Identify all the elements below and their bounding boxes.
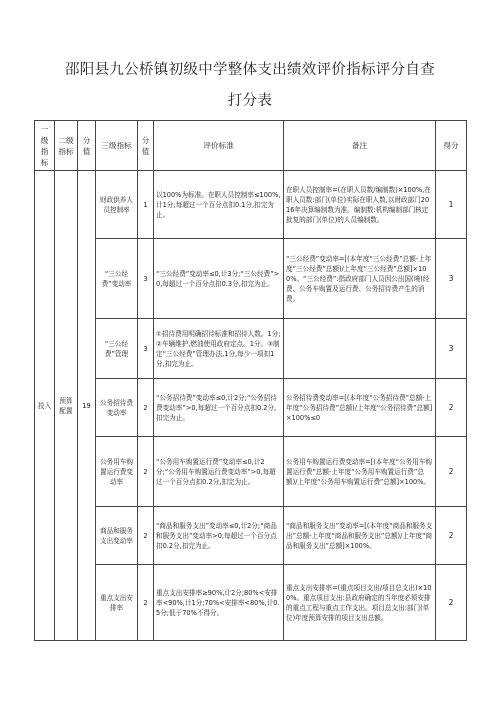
indicator-score-cell: 3	[138, 319, 154, 379]
indicator-cell: 商品和服务支出变动率	[96, 507, 138, 565]
result-cell: 2	[436, 507, 467, 565]
notes-cell: 在职人员控制率=(在职人员数/编制数)×100%,在职人员数:部门(单位)实际在职人数,以财政部门2016年决算编制数为准。编制数:机构编制部门核定批复的部门(单位)的人员编制数。	[284, 171, 436, 239]
result-cell: 1	[436, 171, 467, 239]
notes-cell: “三公经费”变动率=[(本年度“三公经费”总额-上年度“三公经费”总额)/上年度“三公经费”总额]×100%。“三公经费”:指政府部门人员因公出国(境)经费、公务车购置及运行费、公务招待费产生的消费。	[284, 239, 436, 319]
table-row	[35, 565, 467, 641]
indicator-score-cell: 2	[138, 437, 154, 507]
notes-cell: 公务用车购置运行费变动率=[(本年度“公务用车购置运行费”总额-上年度“公务用车购置运行费”总额)/上年度“公务用车购置运行费”总额]×100%。	[284, 437, 436, 507]
indicator-cell: 公务用车购置运行费变动率	[96, 437, 138, 507]
header-row	[35, 121, 467, 171]
header-level1: 一级指标	[35, 121, 55, 171]
level2-score-cell: 19	[78, 171, 96, 641]
header-score1: 分值	[78, 121, 96, 171]
header-criteria: 评价标准	[154, 121, 284, 171]
result-cell: 2	[436, 379, 467, 437]
indicator-score-cell: 2	[138, 565, 154, 641]
criteria-cell: “商品和服务支出”变动率≤0,计2分;“商品和服务支出”变动率>0,每超过一个百分点扣0.2分,扣完为止。	[154, 507, 284, 565]
table-row	[35, 171, 467, 239]
indicator-score-cell: 2	[138, 507, 154, 565]
result-cell: 2	[436, 565, 467, 641]
indicator-cell: 财政供养人员控制率	[96, 171, 138, 239]
indicator-score-cell: 2	[138, 379, 154, 437]
criteria-cell: “公务用车购置运行费”变动率≤0,计2分;“公务用车购置运行费变动率”>0,每超过一个百分点扣0.2分,扣完为止。	[154, 437, 284, 507]
table-row	[35, 379, 467, 437]
page-subtitle: 打分表	[227, 93, 273, 109]
table-row	[35, 319, 467, 379]
notes-cell: 重点支出安排率=(重点项目支出/项目总支出)×100%。重点项目支出:县政府确定的当年度必须安排的重点工程与重点工作支出。项目总支出:部门(单位)年度预算安排的项目支出总额。	[284, 565, 436, 641]
indicator-cell: “三公经费”变动率	[96, 239, 138, 319]
notes-cell: 公务招待费变动率=[(本年度“公务招待费”总额-上年度“公务招待费”总额)/上年度“公务招待费”总额]×100%≤0	[284, 379, 436, 437]
criteria-cell: “公务招待费”变动率≤0,计2分;“公务招待费变动率”>0,每超过一个百分点扣0.2分,扣完为止。	[154, 379, 284, 437]
table-row	[35, 507, 467, 565]
table-row	[35, 239, 467, 319]
result-cell: 3	[436, 239, 467, 319]
criteria-cell: “三公经费”变动率≤0,计3分;“三公经费”>0,每超过一个百分点扣0.3分,扣完为止。	[154, 239, 284, 319]
notes-cell: “商品和服务支出”变动率=[(本年度“商品和服务支出”总额-上年度“商品和服务支出”总额)/上年度“商品和服务支出”总额]×100%。	[284, 507, 436, 565]
score-table	[34, 120, 467, 641]
indicator-score-cell: 3	[138, 239, 154, 319]
header-level3: 三级指标	[96, 121, 138, 171]
header-result: 得分	[436, 121, 467, 171]
result-cell: 3	[436, 319, 467, 379]
header-notes: 备注	[284, 121, 436, 171]
page-title: 邵阳县九公桥镇初级中学整体支出绩效评价指标评分自查	[65, 62, 435, 78]
result-cell: 2	[436, 437, 467, 507]
notes-cell	[284, 319, 436, 379]
criteria-cell: 以100%为标准。在职人员控制率≤100%,计1分;每超过一个百分点扣0.1分,扣完为止。	[154, 171, 284, 239]
header-score2: 分值	[138, 121, 154, 171]
criteria-cell: ①招待费用明确招待标准和招待人数。1分;②车辆维护,燃油使用政府定点。1分。③制定“三公经费”管理办法,1分,每少一项扣1分,扣完为止。	[154, 319, 284, 379]
level1-cell: 投入	[35, 171, 55, 641]
indicator-cell: “三公经费”管理	[96, 319, 138, 379]
indicator-cell: 公务招待费变动率	[96, 379, 138, 437]
criteria-cell: 重点支出安排率≥90%,计2分;80%<安排率<90%,计1分;70%<安排率<80%,计0.5分;低于70%不得分。	[154, 565, 284, 641]
table-row	[35, 437, 467, 507]
indicator-score-cell: 1	[138, 171, 154, 239]
indicator-cell: 重点支出安排率	[96, 565, 138, 641]
level2-cell: 预算配置	[55, 171, 78, 641]
header-level2: 二级指标	[55, 121, 78, 171]
